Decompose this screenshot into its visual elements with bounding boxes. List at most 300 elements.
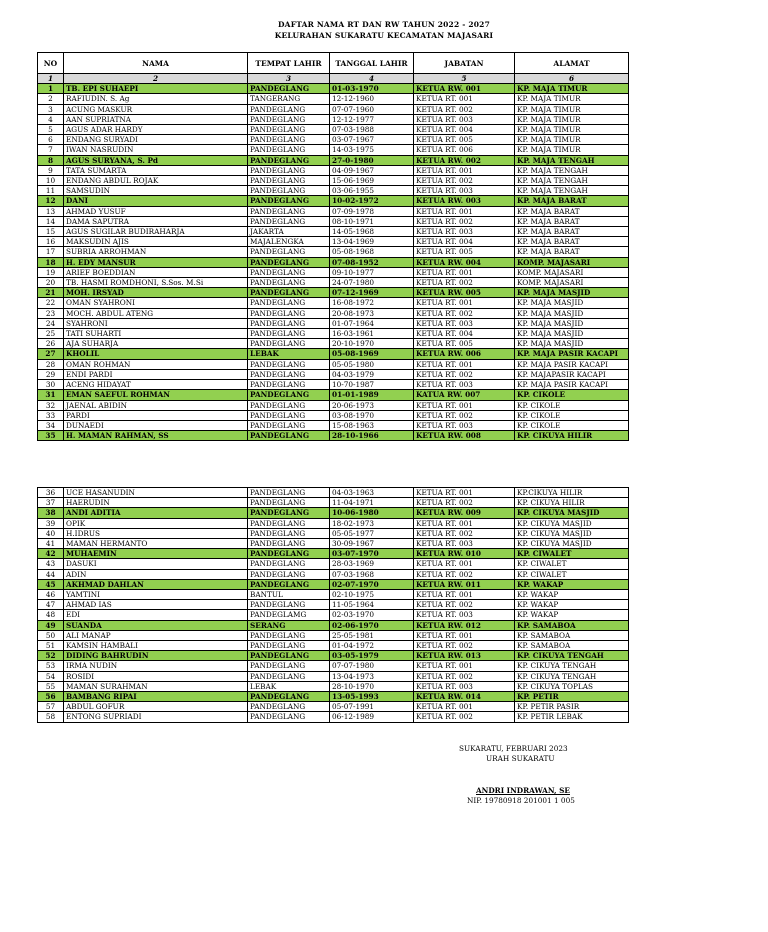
header-alamat: ALAMAT bbox=[515, 53, 629, 74]
cell-jabatan: KETUA RW. 006 bbox=[414, 349, 515, 359]
cell-alamat: KP. PETIR LEBAK bbox=[515, 712, 629, 722]
cell-no: 42 bbox=[38, 549, 64, 559]
header-nama: NAMA bbox=[64, 53, 248, 74]
cell-alamat: KP. MAJA TIMUR bbox=[515, 135, 629, 145]
cell-nama: DIDING BAHRUDIN bbox=[64, 651, 248, 661]
cell-jabatan: KETUA RW. 001 bbox=[414, 84, 515, 94]
cell-jabatan: KETUA RT. 001 bbox=[414, 488, 515, 498]
cell-tempat-lahir: PANDEGLANG bbox=[248, 702, 330, 712]
cell-tempat-lahir: SERANG bbox=[248, 620, 330, 630]
cell-alamat: KP. MAJA TENGAH bbox=[515, 186, 629, 196]
cell-jabatan: KETUA RT. 001 bbox=[414, 590, 515, 600]
table-row bbox=[38, 216, 629, 226]
cell-tempat-lahir: PANDEGLANG bbox=[248, 559, 330, 569]
cell-nama: AHMAD IAS bbox=[64, 600, 248, 610]
cell-jabatan: KETUA RT. 003 bbox=[414, 114, 515, 124]
cell-jabatan: KETUA RT. 002 bbox=[414, 176, 515, 186]
column-index: 2 bbox=[64, 74, 248, 84]
cell-alamat: KP. MAJA MASJID bbox=[515, 288, 629, 298]
cell-jabatan: KETUA RW. 010 bbox=[414, 549, 515, 559]
cell-no: 40 bbox=[38, 528, 64, 538]
cell-nama: UCE HASANUDIN bbox=[64, 488, 248, 498]
cell-tanggal-lahir: 10-02-1972 bbox=[330, 196, 414, 206]
cell-jabatan: KETUA RT. 002 bbox=[414, 671, 515, 681]
cell-nama: DASUKI bbox=[64, 559, 248, 569]
table-row-rw-leader bbox=[38, 692, 629, 702]
cell-tanggal-lahir: 09-10-1977 bbox=[330, 267, 414, 277]
cell-no: 54 bbox=[38, 671, 64, 681]
cell-jabatan: KETUA RT. 003 bbox=[414, 186, 515, 196]
table-row-rw-leader bbox=[38, 288, 629, 298]
cell-tanggal-lahir: 07-12-1969 bbox=[330, 288, 414, 298]
table-row bbox=[38, 712, 629, 722]
signature-place-date: SUKARATU, FEBRUARI 2023 bbox=[459, 744, 568, 753]
cell-nama: AHMAD YUSUF bbox=[64, 206, 248, 216]
cell-nama: ANDI ADITIA bbox=[64, 508, 248, 518]
table-row bbox=[38, 227, 629, 237]
cell-alamat: KP. MAJA MASJID bbox=[515, 339, 629, 349]
cell-nama: ENDI PARDI bbox=[64, 369, 248, 379]
cell-no: 6 bbox=[38, 135, 64, 145]
cell-alamat: KP. MAJA MASJID bbox=[515, 298, 629, 308]
cell-jabatan: KETUA RT. 005 bbox=[414, 135, 515, 145]
cell-no: 45 bbox=[38, 579, 64, 589]
cell-no: 44 bbox=[38, 569, 64, 579]
cell-nama: AGUS SUGILAR BUDIRAHARJA bbox=[64, 227, 248, 237]
cell-no: 28 bbox=[38, 359, 64, 369]
cell-tempat-lahir: PANDEGLANG bbox=[248, 488, 330, 498]
cell-no: 56 bbox=[38, 692, 64, 702]
cell-no: 20 bbox=[38, 278, 64, 288]
cell-tanggal-lahir: 28-10-1966 bbox=[330, 431, 414, 441]
cell-tanggal-lahir: 05-05-1980 bbox=[330, 359, 414, 369]
cell-alamat: KP. SAMABOA bbox=[515, 620, 629, 630]
cell-alamat: KP. MAJA TIMUR bbox=[515, 84, 629, 94]
cell-tanggal-lahir: 03-07-1970 bbox=[330, 549, 414, 559]
table-row-rw-leader bbox=[38, 196, 629, 206]
table-row-rw-leader bbox=[38, 349, 629, 359]
cell-tempat-lahir: PANDEGLANG bbox=[248, 369, 330, 379]
table-row bbox=[38, 369, 629, 379]
cell-no: 31 bbox=[38, 390, 64, 400]
cell-tanggal-lahir: 01-01-1989 bbox=[330, 390, 414, 400]
cell-alamat: KP. CIKUYA HILIR bbox=[515, 498, 629, 508]
cell-nama: TB. EPI SUHAEPI bbox=[64, 84, 248, 94]
cell-no: 38 bbox=[38, 508, 64, 518]
cell-no: 41 bbox=[38, 539, 64, 549]
cell-alamat: KP. SAMABOA bbox=[515, 630, 629, 640]
table-row bbox=[38, 671, 629, 681]
cell-tempat-lahir: PANDEGLANG bbox=[248, 104, 330, 114]
cell-alamat: KP. CIKOLE bbox=[515, 420, 629, 430]
cell-nama: DAMA SAPUTRA bbox=[64, 216, 248, 226]
cell-nama: MOCH. ABDUL ATENG bbox=[64, 308, 248, 318]
table-row bbox=[38, 488, 629, 498]
cell-nama: H.IDRUS bbox=[64, 528, 248, 538]
table-row-rw-leader bbox=[38, 431, 629, 441]
cell-no: 37 bbox=[38, 498, 64, 508]
header-tanggal-lahir: TANGGAL LAHIR bbox=[330, 53, 414, 74]
cell-alamat: KP. CIKUYA MASJID bbox=[515, 518, 629, 528]
cell-tempat-lahir: PANDEGLANG bbox=[248, 298, 330, 308]
cell-jabatan: KETUA RT. 002 bbox=[414, 369, 515, 379]
cell-nama: TATA SUMARTA bbox=[64, 165, 248, 175]
cell-no: 27 bbox=[38, 349, 64, 359]
cell-jabatan: KETUA RT. 004 bbox=[414, 329, 515, 339]
cell-tempat-lahir: PANDEGLANG bbox=[248, 528, 330, 538]
cell-no: 33 bbox=[38, 410, 64, 420]
cell-nama: EDI bbox=[64, 610, 248, 620]
cell-tanggal-lahir: 15-06-1969 bbox=[330, 176, 414, 186]
cell-tempat-lahir: PANDEGLANG bbox=[248, 329, 330, 339]
cell-no: 11 bbox=[38, 186, 64, 196]
cell-no: 2 bbox=[38, 94, 64, 104]
cell-nama: ROSIDI bbox=[64, 671, 248, 681]
table-row bbox=[38, 176, 629, 186]
table-row bbox=[38, 339, 629, 349]
cell-jabatan: KETUA RT. 002 bbox=[414, 278, 515, 288]
cell-tempat-lahir: PANDEGLANG bbox=[248, 712, 330, 722]
cell-tanggal-lahir: 05-05-1977 bbox=[330, 528, 414, 538]
table-row bbox=[38, 630, 629, 640]
cell-nama: MOH. IRSYAD bbox=[64, 288, 248, 298]
cell-tempat-lahir: PANDEGLANG bbox=[248, 186, 330, 196]
cell-tempat-lahir: PANDEGLANG bbox=[248, 125, 330, 135]
cell-no: 52 bbox=[38, 651, 64, 661]
cell-tanggal-lahir: 24-07-1980 bbox=[330, 278, 414, 288]
cell-no: 53 bbox=[38, 661, 64, 671]
cell-jabatan: KETUA RT. 002 bbox=[414, 216, 515, 226]
cell-nama: OMAN SYAHRONI bbox=[64, 298, 248, 308]
cell-no: 10 bbox=[38, 176, 64, 186]
cell-tempat-lahir: PANDEGLANG bbox=[248, 176, 330, 186]
column-index: 5 bbox=[414, 74, 515, 84]
cell-no: 47 bbox=[38, 600, 64, 610]
cell-alamat: KP. CIKUYA MASJID bbox=[515, 508, 629, 518]
cell-alamat: KP. MAJA BARAT bbox=[515, 247, 629, 257]
table-row bbox=[38, 380, 629, 390]
cell-tempat-lahir: PANDEGLANG bbox=[248, 145, 330, 155]
cell-alamat: KP. MAJA TENGAH bbox=[515, 165, 629, 175]
signature-name: ANDRI INDRAWAN, SE bbox=[476, 786, 570, 795]
cell-tempat-lahir: PANDEGLANG bbox=[248, 308, 330, 318]
cell-no: 17 bbox=[38, 247, 64, 257]
cell-alamat: KP. SAMABOA bbox=[515, 641, 629, 651]
cell-no: 58 bbox=[38, 712, 64, 722]
cell-alamat: KOMP. MAJASARI bbox=[515, 267, 629, 277]
cell-tanggal-lahir: 07-03-1968 bbox=[330, 569, 414, 579]
cell-tempat-lahir: PANDEGLANG bbox=[248, 390, 330, 400]
cell-tempat-lahir: PANDEGLANG bbox=[248, 84, 330, 94]
column-index: 3 bbox=[248, 74, 330, 84]
cell-no: 24 bbox=[38, 318, 64, 328]
cell-nama: AGUS ADAR HARDY bbox=[64, 125, 248, 135]
cell-jabatan: KETUA RT. 001 bbox=[414, 630, 515, 640]
cell-jabatan: KETUA RT. 003 bbox=[414, 681, 515, 691]
cell-alamat: KP. CIWALET bbox=[515, 549, 629, 559]
cell-alamat: KP. CIKOLE bbox=[515, 410, 629, 420]
cell-tanggal-lahir: 04-03-1963 bbox=[330, 488, 414, 498]
cell-tempat-lahir: PANDEGLANG bbox=[248, 630, 330, 640]
table-row-rw-leader bbox=[38, 549, 629, 559]
table-row bbox=[38, 681, 629, 691]
cell-nama: YAMTINI bbox=[64, 590, 248, 600]
cell-jabatan: KETUA RT. 003 bbox=[414, 380, 515, 390]
table-row-rw-leader bbox=[38, 508, 629, 518]
cell-no: 46 bbox=[38, 590, 64, 600]
cell-tanggal-lahir: 03-06-1955 bbox=[330, 186, 414, 196]
cell-jabatan: KETUA RT. 005 bbox=[414, 247, 515, 257]
cell-alamat: KP. CIKUYA MASJID bbox=[515, 539, 629, 549]
cell-no: 21 bbox=[38, 288, 64, 298]
table-row bbox=[38, 539, 629, 549]
cell-alamat: KP. WAKAP bbox=[515, 600, 629, 610]
cell-no: 18 bbox=[38, 257, 64, 267]
cell-nama: MAMAN HERMANTO bbox=[64, 539, 248, 549]
cell-nama: ENDANG ABDUL ROJAK bbox=[64, 176, 248, 186]
table-row bbox=[38, 247, 629, 257]
cell-no: 13 bbox=[38, 206, 64, 216]
document-title: DAFTAR NAMA RT DAN RW TAHUN 2022 - 2027 bbox=[277, 20, 491, 29]
cell-jabatan: KETUA RT. 001 bbox=[414, 94, 515, 104]
cell-alamat: KOMP. MAJASARI bbox=[515, 257, 629, 267]
cell-alamat: KP. PETIR bbox=[515, 692, 629, 702]
cell-no: 5 bbox=[38, 125, 64, 135]
cell-alamat: KP. MAJA TIMUR bbox=[515, 145, 629, 155]
table-row bbox=[38, 359, 629, 369]
cell-tanggal-lahir: 07-08-1952 bbox=[330, 257, 414, 267]
table-row bbox=[38, 114, 629, 124]
cell-tanggal-lahir: 07-07-1980 bbox=[330, 661, 414, 671]
cell-tempat-lahir: PANDEGLANG bbox=[248, 247, 330, 257]
cell-no: 7 bbox=[38, 145, 64, 155]
cell-nama: SYAHRONI bbox=[64, 318, 248, 328]
table-row bbox=[38, 278, 629, 288]
cell-tanggal-lahir: 06-12-1989 bbox=[330, 712, 414, 722]
cell-alamat: KP. MAJA TIMUR bbox=[515, 125, 629, 135]
cell-alamat: KP. CIKOLE bbox=[515, 400, 629, 410]
cell-tempat-lahir: PANDEGLANG bbox=[248, 288, 330, 298]
cell-alamat: KP. CIWALET bbox=[515, 559, 629, 569]
cell-no: 34 bbox=[38, 420, 64, 430]
cell-no: 36 bbox=[38, 488, 64, 498]
cell-alamat: KP. MAJA TIMUR bbox=[515, 104, 629, 114]
cell-nama: ENTONG SUPRIADI bbox=[64, 712, 248, 722]
cell-tanggal-lahir: 04-09-1967 bbox=[330, 165, 414, 175]
cell-nama: ENDANG SURYADI bbox=[64, 135, 248, 145]
cell-alamat: KP. CIKOLE bbox=[515, 390, 629, 400]
officials-table-1 bbox=[37, 52, 629, 441]
cell-jabatan: KETUA RT. 003 bbox=[414, 420, 515, 430]
table-header-row bbox=[38, 53, 629, 74]
cell-no: 50 bbox=[38, 630, 64, 640]
cell-alamat: KP. MAJA MASJID bbox=[515, 329, 629, 339]
cell-tanggal-lahir: 05-08-1969 bbox=[330, 349, 414, 359]
cell-tempat-lahir: PANDEGLANG bbox=[248, 257, 330, 267]
cell-nama: MUHAEMIN bbox=[64, 549, 248, 559]
table-row bbox=[38, 518, 629, 528]
cell-jabatan: KETUA RT. 003 bbox=[414, 539, 515, 549]
cell-tempat-lahir: PANDEGLANG bbox=[248, 498, 330, 508]
cell-jabatan: KETUA RT. 001 bbox=[414, 559, 515, 569]
cell-tempat-lahir: PANDEGLANG bbox=[248, 165, 330, 175]
table-row bbox=[38, 298, 629, 308]
cell-tempat-lahir: PANDEGLANG bbox=[248, 114, 330, 124]
cell-alamat: KP. CIKUYA TENGAH bbox=[515, 661, 629, 671]
cell-jabatan: KETUA RT. 003 bbox=[414, 610, 515, 620]
cell-tanggal-lahir: 16-03-1961 bbox=[330, 329, 414, 339]
cell-nama: ARIEF BOEDDIAN bbox=[64, 267, 248, 277]
cell-no: 4 bbox=[38, 114, 64, 124]
table-row-rw-leader bbox=[38, 651, 629, 661]
cell-alamat: KP. MAJA PASIR KACAPI bbox=[515, 349, 629, 359]
cell-no: 19 bbox=[38, 267, 64, 277]
cell-jabatan: KETUA RT. 003 bbox=[414, 318, 515, 328]
cell-tanggal-lahir: 27-0-1980 bbox=[330, 155, 414, 165]
table-2-body bbox=[38, 488, 629, 723]
cell-tempat-lahir: PANDEGLANG bbox=[248, 641, 330, 651]
cell-no: 23 bbox=[38, 308, 64, 318]
cell-tempat-lahir: PANDEGLANG bbox=[248, 400, 330, 410]
table-row-rw-leader bbox=[38, 155, 629, 165]
cell-nama: KAMSIN HAMBALI bbox=[64, 641, 248, 651]
signature-nip: NIP. 19780918 201001 1 005 bbox=[467, 796, 575, 805]
cell-jabatan: KETUA RT. 003 bbox=[414, 227, 515, 237]
cell-tempat-lahir: PANDEGLANG bbox=[248, 206, 330, 216]
cell-jabatan: KETUA RW. 009 bbox=[414, 508, 515, 518]
cell-nama: ALI MANAP bbox=[64, 630, 248, 640]
table-row bbox=[38, 410, 629, 420]
cell-tanggal-lahir: 07-07-1960 bbox=[330, 104, 414, 114]
table-row-rw-leader bbox=[38, 257, 629, 267]
table-row bbox=[38, 104, 629, 114]
cell-jabatan: KETUA RT. 005 bbox=[414, 339, 515, 349]
cell-tanggal-lahir: 02-03-1970 bbox=[330, 610, 414, 620]
cell-tanggal-lahir: 25-05-1981 bbox=[330, 630, 414, 640]
cell-alamat: KP. MAJA BARAT bbox=[515, 196, 629, 206]
cell-tanggal-lahir: 10-06-1980 bbox=[330, 508, 414, 518]
cell-jabatan: KETUA RT. 002 bbox=[414, 569, 515, 579]
cell-tempat-lahir: PANDEGLANG bbox=[248, 420, 330, 430]
cell-tempat-lahir: PANDEGLANG bbox=[248, 692, 330, 702]
cell-tanggal-lahir: 08-10-1971 bbox=[330, 216, 414, 226]
cell-no: 1 bbox=[38, 84, 64, 94]
cell-nama: OPIK bbox=[64, 518, 248, 528]
cell-tempat-lahir: PANDEGLANG bbox=[248, 661, 330, 671]
table-row bbox=[38, 308, 629, 318]
cell-jabatan: KETUA RW. 004 bbox=[414, 257, 515, 267]
cell-tanggal-lahir: 10-70-1987 bbox=[330, 380, 414, 390]
table-row bbox=[38, 400, 629, 410]
cell-jabatan: KETUA RT. 001 bbox=[414, 400, 515, 410]
cell-alamat: KP. CIKUYA TENGAH bbox=[515, 651, 629, 661]
table-row bbox=[38, 600, 629, 610]
table-row bbox=[38, 165, 629, 175]
cell-alamat: KP. MAJAPASIR KACAPI bbox=[515, 369, 629, 379]
cell-no: 14 bbox=[38, 216, 64, 226]
cell-alamat: KP. MAJA TIMUR bbox=[515, 114, 629, 124]
cell-nama: ACUNG MASKUR bbox=[64, 104, 248, 114]
cell-no: 25 bbox=[38, 329, 64, 339]
cell-tanggal-lahir: 01-04-1972 bbox=[330, 641, 414, 651]
cell-jabatan: KETUA RT. 002 bbox=[414, 308, 515, 318]
cell-tempat-lahir: PANDEGLANG bbox=[248, 518, 330, 528]
cell-nama: ACENG HIDAYAT bbox=[64, 380, 248, 390]
cell-no: 49 bbox=[38, 620, 64, 630]
cell-alamat: KOMP. MAJASARI bbox=[515, 278, 629, 288]
cell-nama: RAFIUDIN. S. Ag bbox=[64, 94, 248, 104]
cell-tempat-lahir: PANDEGLANG bbox=[248, 267, 330, 277]
cell-tanggal-lahir: 13-04-1969 bbox=[330, 237, 414, 247]
cell-tanggal-lahir: 05-08-1968 bbox=[330, 247, 414, 257]
cell-tempat-lahir: PANDEGLANG bbox=[248, 380, 330, 390]
cell-nama: JAENAL ABIDIN bbox=[64, 400, 248, 410]
cell-tanggal-lahir: 14-03-1975 bbox=[330, 145, 414, 155]
cell-nama: IRMA NUDIN bbox=[64, 661, 248, 671]
cell-alamat: KP. MAJA TIMUR bbox=[515, 94, 629, 104]
table-row bbox=[38, 186, 629, 196]
cell-nama: SAMSUDIN bbox=[64, 186, 248, 196]
cell-jabatan: KETUA RT. 006 bbox=[414, 145, 515, 155]
cell-no: 32 bbox=[38, 400, 64, 410]
cell-jabatan: KETUA RT. 002 bbox=[414, 641, 515, 651]
cell-tempat-lahir: LEBAK bbox=[248, 681, 330, 691]
table-row-rw-leader bbox=[38, 84, 629, 94]
cell-tempat-lahir: PANDEGLANG bbox=[248, 196, 330, 206]
document-subtitle: KELURAHAN SUKARATU KECAMATAN MAJASARI bbox=[274, 31, 494, 40]
cell-tempat-lahir: PANDEGLAMG bbox=[248, 610, 330, 620]
table-row bbox=[38, 498, 629, 508]
cell-tempat-lahir: PANDEGLANG bbox=[248, 359, 330, 369]
cell-tanggal-lahir: 12-12-1960 bbox=[330, 94, 414, 104]
cell-tempat-lahir: PANDEGLANG bbox=[248, 569, 330, 579]
table-row bbox=[38, 237, 629, 247]
cell-tanggal-lahir: 03-08-1970 bbox=[330, 410, 414, 420]
cell-alamat: KP. CIKUYA HILIR bbox=[515, 431, 629, 441]
cell-jabatan: KETUA RT. 004 bbox=[414, 125, 515, 135]
cell-no: 39 bbox=[38, 518, 64, 528]
table-row bbox=[38, 125, 629, 135]
cell-nama: KHOLIL bbox=[64, 349, 248, 359]
cell-nama: AAN SUPRIATNA bbox=[64, 114, 248, 124]
table-row-rw-leader bbox=[38, 620, 629, 630]
table-row bbox=[38, 569, 629, 579]
cell-jabatan: KETUA RT. 001 bbox=[414, 165, 515, 175]
cell-no: 16 bbox=[38, 237, 64, 247]
header-jabatan: JABATAN bbox=[414, 53, 515, 74]
cell-jabatan: KETUA RT. 001 bbox=[414, 267, 515, 277]
cell-no: 26 bbox=[38, 339, 64, 349]
cell-tempat-lahir: PANDEGLANG bbox=[248, 318, 330, 328]
cell-nama: IWAN NASRUDIN bbox=[64, 145, 248, 155]
cell-nama: TB. HASMI ROMDHONI, S.Sos. M.Si bbox=[64, 278, 248, 288]
cell-nama: PARDI bbox=[64, 410, 248, 420]
cell-no: 51 bbox=[38, 641, 64, 651]
table-row bbox=[38, 590, 629, 600]
cell-no: 57 bbox=[38, 702, 64, 712]
cell-alamat: KP. MAJA MASJID bbox=[515, 308, 629, 318]
cell-tempat-lahir: PANDEGLANG bbox=[248, 549, 330, 559]
cell-jabatan: KETUA RT. 002 bbox=[414, 528, 515, 538]
cell-tempat-lahir: PANDEGLANG bbox=[248, 539, 330, 549]
cell-tempat-lahir: PANDEGLANG bbox=[248, 155, 330, 165]
cell-alamat: KP. MAJA BARAT bbox=[515, 227, 629, 237]
table-row bbox=[38, 420, 629, 430]
cell-alamat: KP. MAJA PASIR KACAPI bbox=[515, 380, 629, 390]
table-row bbox=[38, 145, 629, 155]
cell-nama: MAKSUDIN AJIS bbox=[64, 237, 248, 247]
cell-tempat-lahir: PANDEGLANG bbox=[248, 135, 330, 145]
